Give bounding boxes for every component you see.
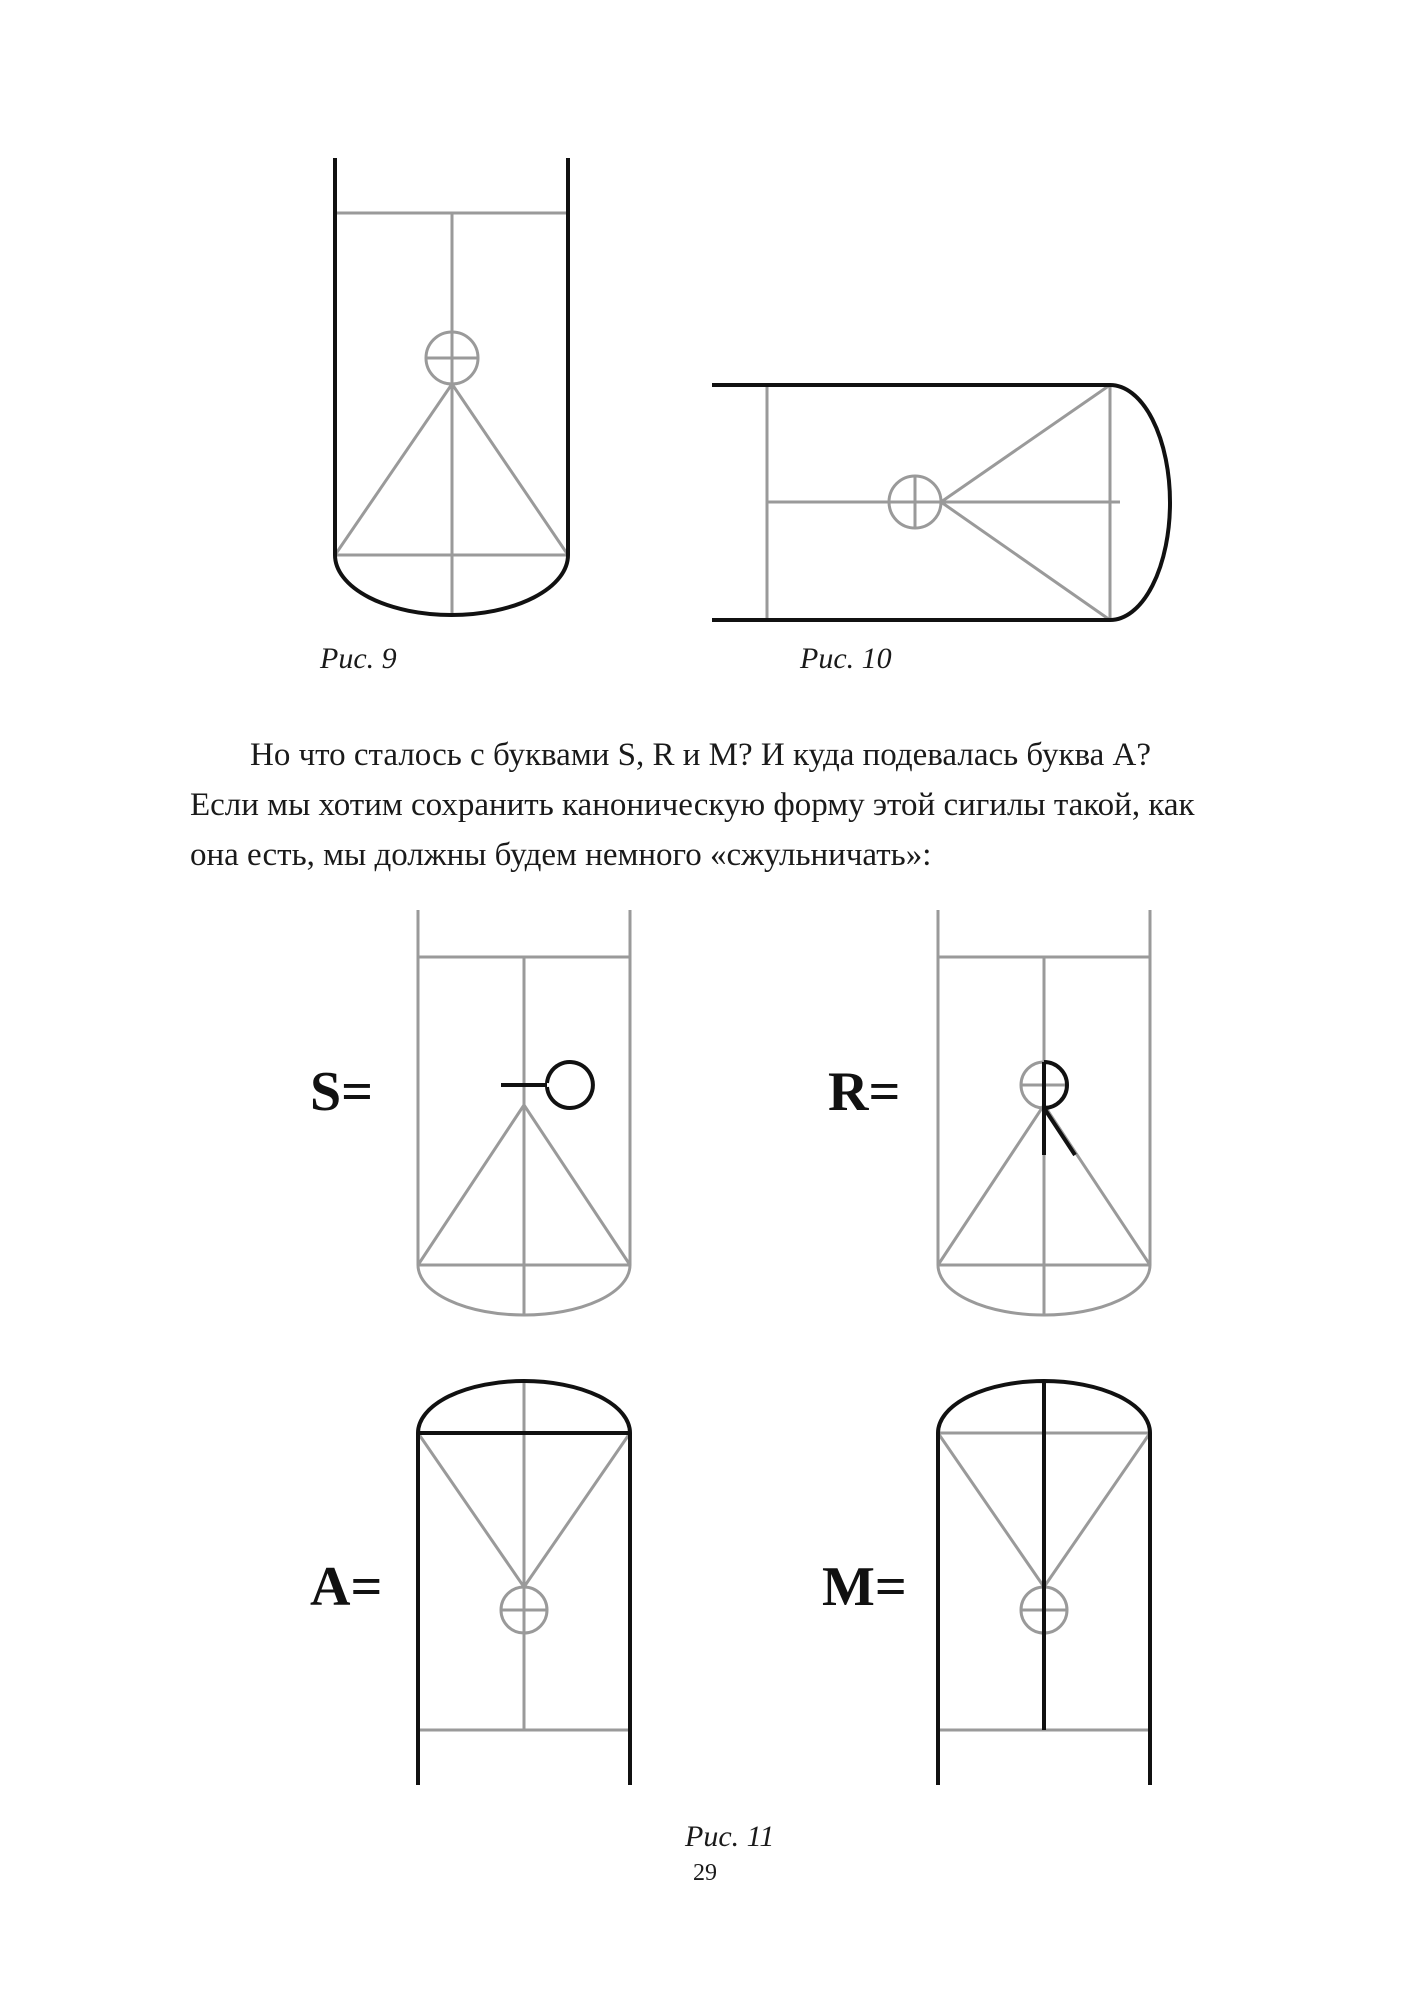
paragraph-line-1: Но что сталось с буквами S, R и M? И куда подевалась буква A? [250, 737, 1152, 773]
paragraph-line-2: Если мы хотим сохранить каноническую форму этой сигилы такой, как [190, 787, 1195, 823]
sigil-r-diagram [930, 905, 1160, 1325]
letter-r-label: R= [828, 1061, 901, 1123]
figure-10-caption: Рис. 10 [800, 642, 892, 675]
sigil-a-diagram [410, 1375, 640, 1795]
sigil-s-diagram [410, 905, 640, 1325]
page-number: 29 [693, 1860, 717, 1886]
body-paragraph [190, 730, 1280, 880]
paragraph-line-3: она есть, мы должны будем немного «сжульничать»: [190, 837, 932, 873]
figure-9-caption: Рис. 9 [320, 642, 397, 675]
figure-11-caption: Рис. 11 [685, 1820, 775, 1853]
sigil-m-diagram [930, 1375, 1160, 1795]
letter-a-label: A= [310, 1556, 383, 1618]
figure-10-diagram [700, 370, 1180, 630]
letter-m-label: M= [822, 1556, 907, 1618]
letter-s-label: S= [310, 1061, 374, 1123]
figure-9-diagram [320, 150, 580, 630]
